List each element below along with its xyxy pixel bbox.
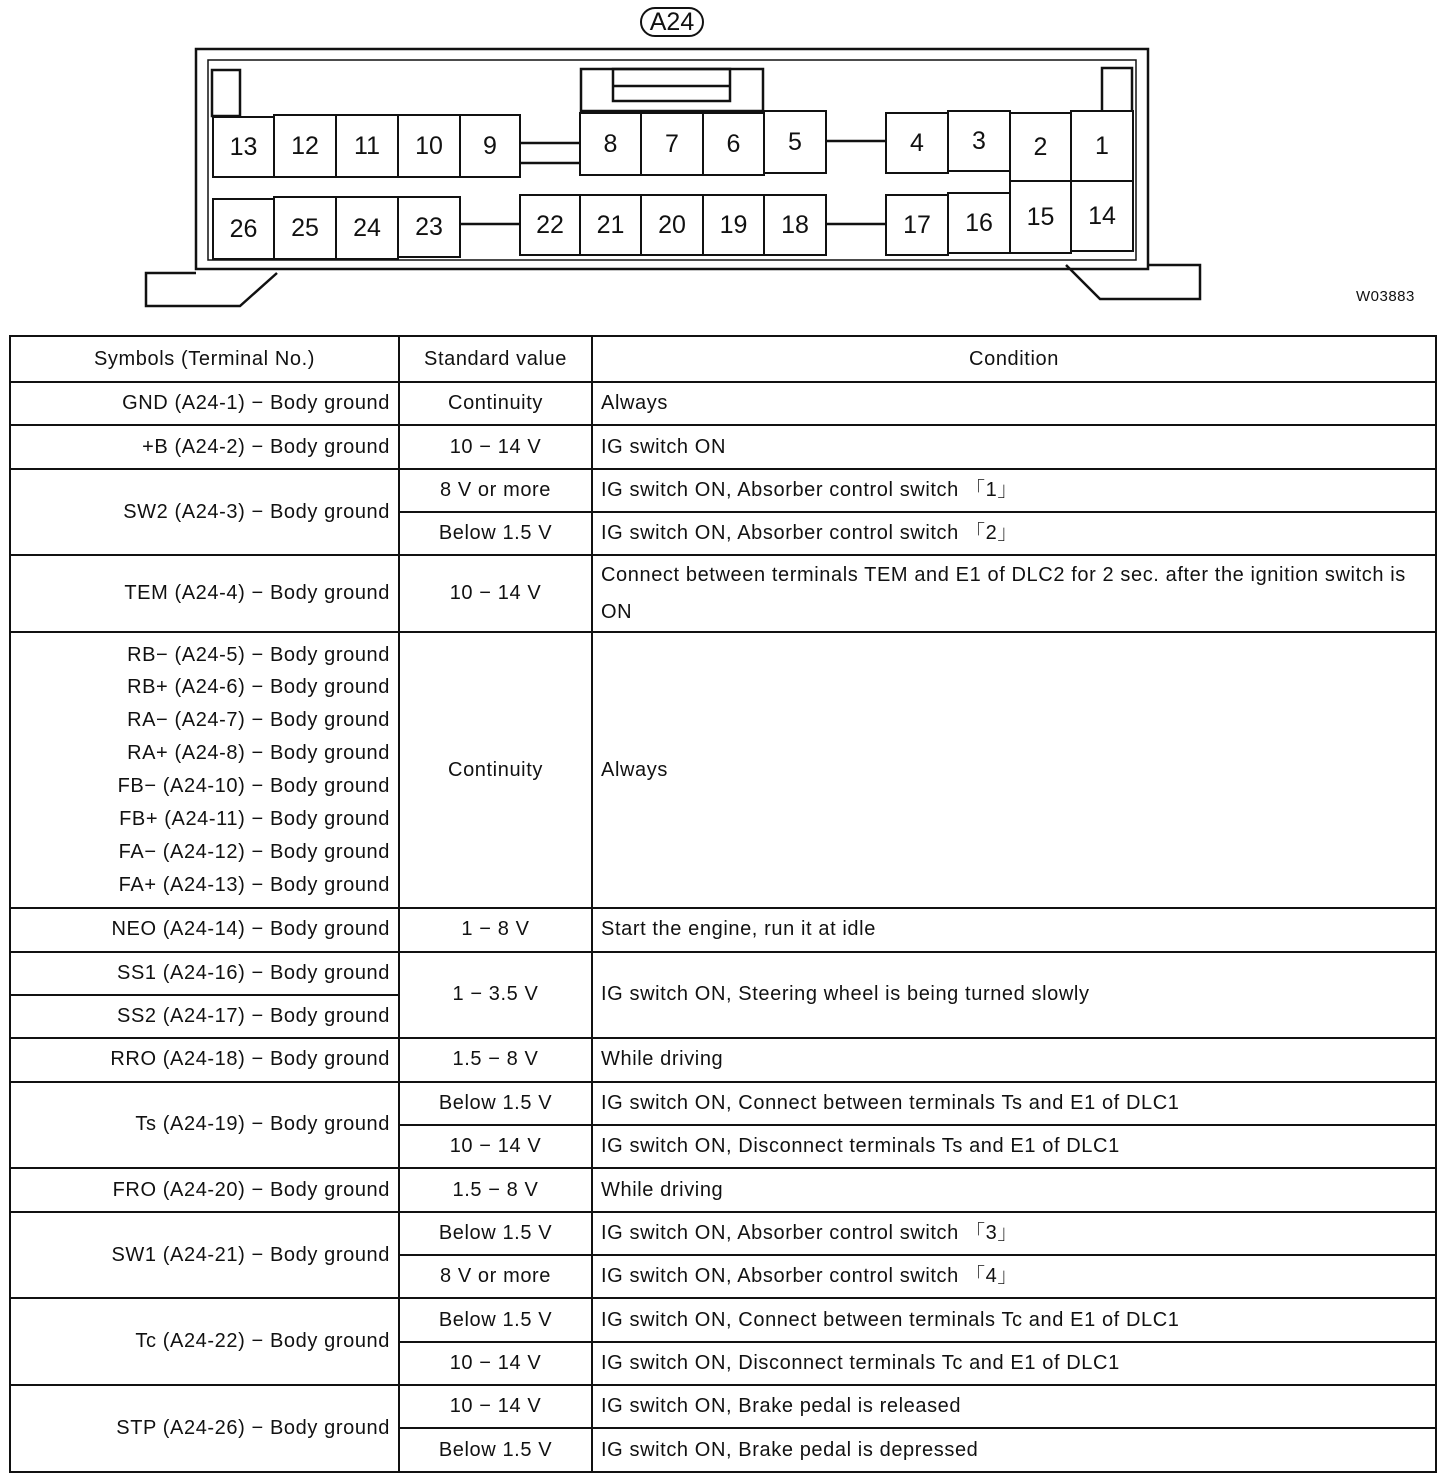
- connector-label: A24: [640, 7, 704, 37]
- terminal-17: 17: [885, 194, 949, 256]
- condition-cell: IG switch ON, Absorber control switch 「2」: [592, 512, 1436, 555]
- standard-value-cell: 1 − 8 V: [399, 908, 592, 951]
- table-row: [10, 1168, 1436, 1211]
- terminal-6: 6: [702, 112, 765, 176]
- condition-cell: IG switch ON, Absorber control switch 「3」: [592, 1212, 1436, 1255]
- standard-value-cell: Below 1.5 V: [399, 1212, 592, 1255]
- standard-value-cell: 10 − 14 V: [399, 1385, 592, 1428]
- table-row: [10, 382, 1436, 425]
- terminal-3: 3: [947, 110, 1011, 172]
- condition-cell: IG switch ON, Connect between terminals Ts and E1 of DLC1: [592, 1082, 1436, 1125]
- condition-cell: Always: [592, 632, 1436, 908]
- terminal-12: 12: [273, 114, 337, 178]
- symbol-line: RA− (A24-7) − Body ground: [127, 709, 390, 732]
- terminal-15: 15: [1009, 180, 1072, 254]
- symbol-cell: RRO (A24-18) − Body ground: [10, 1038, 399, 1081]
- condition-cell: IG switch ON, Connect between terminals Tc and E1 of DLC1: [592, 1298, 1436, 1341]
- condition-cell: IG switch ON, Brake pedal is released: [592, 1385, 1436, 1428]
- symbol-line: RA+ (A24-8) − Body ground: [127, 742, 390, 765]
- terminal-14: 14: [1070, 180, 1134, 252]
- table-row: [10, 1298, 1436, 1341]
- symbol-line: RB− (A24-5) − Body ground: [127, 643, 390, 666]
- symbol-cell: Tc (A24-22) − Body ground: [10, 1298, 399, 1385]
- symbol-cell: FRO (A24-20) − Body ground: [10, 1168, 399, 1211]
- terminal-25: 25: [273, 196, 337, 260]
- connector-diagram: [0, 0, 1456, 330]
- terminal-11: 11: [335, 114, 399, 178]
- terminal-5: 5: [763, 110, 827, 174]
- terminal-24: 24: [335, 196, 399, 260]
- symbol-line: FA− (A24-12) − Body ground: [118, 840, 390, 863]
- condition-cell: Always: [592, 382, 1436, 425]
- terminal-spec-table: [9, 335, 1437, 1473]
- header-symbols: Symbols (Terminal No.): [10, 336, 399, 382]
- terminal-4: 4: [885, 112, 949, 174]
- terminal-2: 2: [1009, 112, 1072, 182]
- symbol-cell: Ts (A24-19) − Body ground: [10, 1082, 399, 1169]
- table-row: [10, 425, 1436, 468]
- condition-cell: While driving: [592, 1168, 1436, 1211]
- terminal-13: 13: [212, 116, 275, 178]
- table-row: [10, 1385, 1436, 1428]
- symbol-line: FB+ (A24-11) − Body ground: [119, 808, 390, 831]
- table-row: [10, 555, 1436, 632]
- terminal-16: 16: [947, 192, 1011, 254]
- standard-value-cell: 10 − 14 V: [399, 555, 592, 632]
- standard-value-cell: Below 1.5 V: [399, 1298, 592, 1341]
- table-row: [10, 632, 1436, 908]
- standard-value-cell: Below 1.5 V: [399, 512, 592, 555]
- terminal-10: 10: [397, 114, 461, 178]
- standard-value-cell: Continuity: [399, 632, 592, 908]
- header-condition: Condition: [592, 336, 1436, 382]
- condition-cell: While driving: [592, 1038, 1436, 1081]
- condition-cell: IG switch ON, Absorber control switch 「4」: [592, 1255, 1436, 1298]
- standard-value-cell: 8 V or more: [399, 1255, 592, 1298]
- figure-code: W03883: [1356, 288, 1415, 305]
- terminal-8: 8: [579, 112, 642, 176]
- symbol-cell: [10, 632, 399, 908]
- standard-value-cell: Below 1.5 V: [399, 1428, 592, 1472]
- standard-value-cell: 1.5 − 8 V: [399, 1168, 592, 1211]
- standard-value-cell: 10 − 14 V: [399, 1125, 592, 1168]
- header-standard-value: Standard value: [399, 336, 592, 382]
- terminal-1: 1: [1070, 110, 1134, 182]
- symbol-cell: SW1 (A24-21) − Body ground: [10, 1212, 399, 1299]
- table-header-row: [10, 336, 1436, 382]
- terminal-23: 23: [397, 196, 461, 258]
- table-row: [10, 952, 1436, 995]
- table-row: [10, 469, 1436, 512]
- table-row: [10, 1082, 1436, 1125]
- symbol-cell: STP (A24-26) − Body ground: [10, 1385, 399, 1472]
- standard-value-cell: Below 1.5 V: [399, 1082, 592, 1125]
- symbol-cell: GND (A24-1) − Body ground: [10, 382, 399, 425]
- symbol-line: FB− (A24-10) − Body ground: [117, 775, 390, 798]
- condition-cell: Start the engine, run it at idle: [592, 908, 1436, 951]
- standard-value-cell: Continuity: [399, 382, 592, 425]
- standard-value-cell: 8 V or more: [399, 469, 592, 512]
- terminal-18: 18: [763, 194, 827, 256]
- terminal-26: 26: [212, 198, 275, 260]
- standard-value-cell: 1.5 − 8 V: [399, 1038, 592, 1081]
- table-row: [10, 1038, 1436, 1081]
- table-row: [10, 1212, 1436, 1255]
- symbol-cell: NEO (A24-14) − Body ground: [10, 908, 399, 951]
- standard-value-cell: 1 − 3.5 V: [399, 952, 592, 1039]
- condition-cell: IG switch ON, Absorber control switch 「1」: [592, 469, 1436, 512]
- condition-cell: IG switch ON: [592, 425, 1436, 468]
- terminal-22: 22: [519, 194, 581, 256]
- condition-cell: IG switch ON, Disconnect terminals Tc and E1 of DLC1: [592, 1342, 1436, 1385]
- terminal-20: 20: [640, 194, 704, 256]
- standard-value-cell: 10 − 14 V: [399, 1342, 592, 1385]
- symbol-line: FA+ (A24-13) − Body ground: [118, 873, 390, 896]
- condition-cell: IG switch ON, Steering wheel is being turned slowly: [592, 952, 1436, 1039]
- standard-value-cell: 10 − 14 V: [399, 425, 592, 468]
- condition-cell: IG switch ON, Disconnect terminals Ts and E1 of DLC1: [592, 1125, 1436, 1168]
- symbol-cell: SW2 (A24-3) − Body ground: [10, 469, 399, 556]
- terminal-19: 19: [702, 194, 765, 256]
- symbol-cell: TEM (A24-4) − Body ground: [10, 555, 399, 632]
- terminal-21: 21: [579, 194, 642, 256]
- table-row: [10, 908, 1436, 951]
- terminal-9: 9: [459, 114, 521, 178]
- terminal-7: 7: [640, 112, 704, 176]
- symbol-cell: SS1 (A24-16) − Body ground: [10, 952, 399, 995]
- symbol-cell: SS2 (A24-17) − Body ground: [10, 995, 399, 1038]
- condition-cell: Connect between terminals TEM and E1 of DLC2 for 2 sec. after the ignition switch is ON: [592, 555, 1436, 632]
- symbol-line: RB+ (A24-6) − Body ground: [127, 676, 390, 699]
- symbol-cell: +B (A24-2) − Body ground: [10, 425, 399, 468]
- condition-cell: IG switch ON, Brake pedal is depressed: [592, 1428, 1436, 1472]
